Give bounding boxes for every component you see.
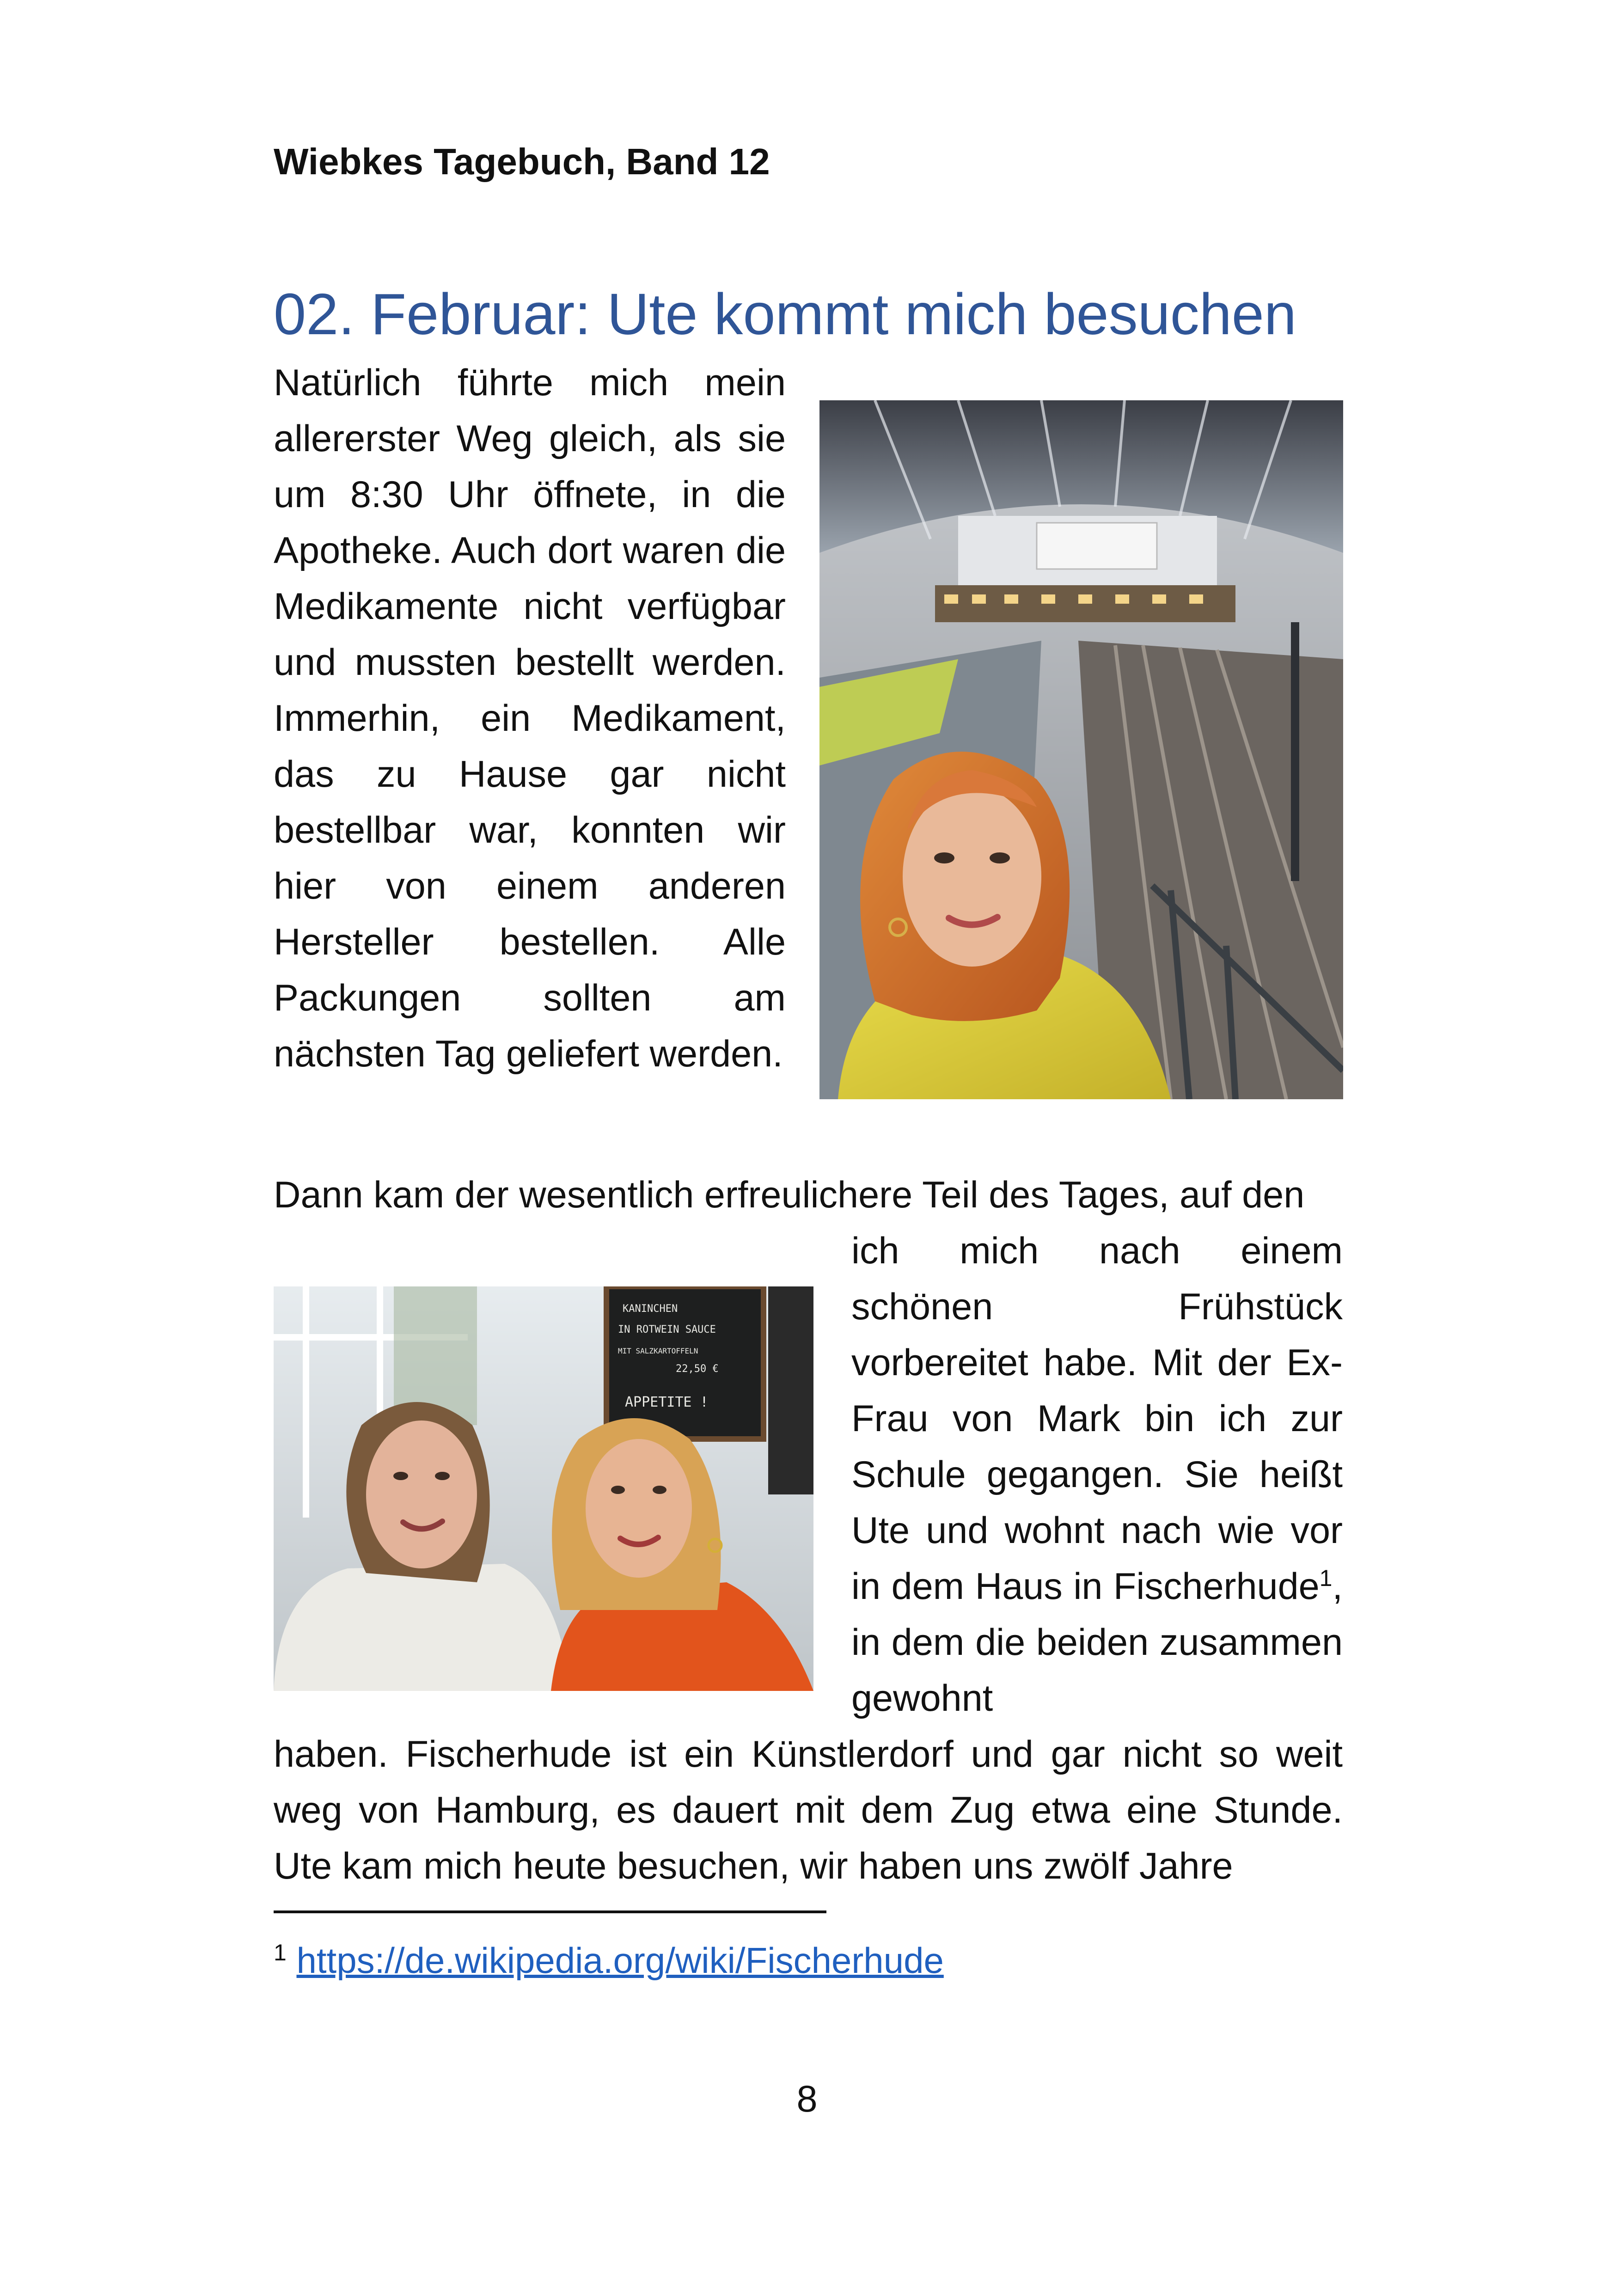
footnote-reference[interactable]: 1 <box>1319 1565 1333 1591</box>
footnote-number: 1 <box>274 1940 287 1965</box>
paragraph-visit-line1: Dann kam der wesentlich erfreulichere Teil des Tages, auf den <box>274 1174 1305 1216</box>
document-header: Wiebkes Tagebuch, Band 12 <box>274 141 770 182</box>
page-number: 8 <box>796 2078 818 2120</box>
board-line-4: 22,50 € <box>676 1363 719 1375</box>
paragraph-pharmacy: Natürlich führte mich mein allererster Weg gleich, als sie um 8:30 Uhr öffnete, in die Apotheke. Auch dort waren die Medikamente nicht verfügbar und mussten bestellt werden. Immerhin, ein Medikament, das zu Hause gar nicht bestellbar war, konnten wir hier von einem anderen Hersteller bestellen. Alle Packungen sollten am nächsten Tag geliefert werden. <box>274 362 786 1075</box>
board-line-1: KANINCHEN <box>623 1303 678 1315</box>
footnote-separator <box>274 1910 826 1913</box>
paragraph-visit-bottom: haben. Fischerhude ist ein Künstlerdorf und gar nicht so weit weg von Hamburg, es dauert mit dem Zug etwa eine Stunde. Ute kam mich heute besuchen, wir haben uns zwölf Jahre <box>274 1733 1343 1887</box>
station-selfie-photo <box>819 400 1343 1099</box>
station-selfie-illustration <box>819 400 1343 1099</box>
board-line-2: IN ROTWEIN SAUCE <box>618 1324 716 1335</box>
chapter-heading: 02. Februar: Ute kommt mich besuchen <box>274 282 1296 347</box>
board-line-5: APPETITE ! <box>625 1394 709 1410</box>
board-line-3: MIT SALZKARTOFFELN <box>618 1347 698 1355</box>
paragraph-visit-right <box>851 1223 1343 1727</box>
cafe-photo <box>274 1286 813 1691</box>
paragraph-visit-right-text: ich mich nach einem schönen Frühstück vorbereitet habe. Mit der Ex- Frau von Mark bin ich zur Schule gegangen. Sie heißt Ute und wohnt nach wie vor in dem Haus in Fischerhude <box>851 1230 1343 1607</box>
footnote-link[interactable]: https://de.wikipedia.org/wiki/Fischerhude <box>296 1940 944 1981</box>
paragraph-visit-right-text-end: , in dem die beiden zusammen gewohnt <box>851 1566 1343 1719</box>
footnote <box>274 1935 944 1986</box>
cafe-illustration <box>274 1286 813 1691</box>
